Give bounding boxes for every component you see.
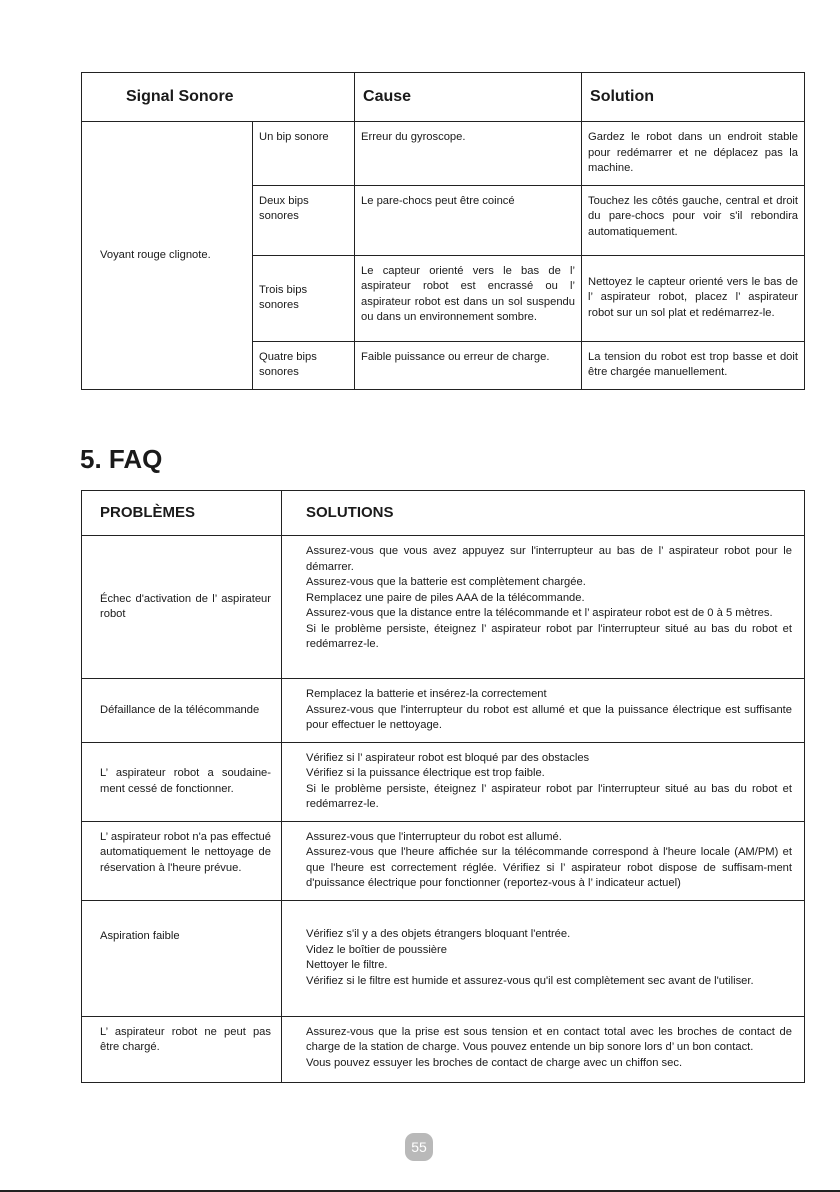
solution-line: Vous pouvez essuyer les broches de contact de charge avec un chiffon sec. [306,1056,683,1069]
solution-line: Vérifiez si l’ aspirateur robot est bloqué par des obstacles [306,751,590,764]
table-row [82,1016,805,1082]
signal-cell: Un bip sonore [253,122,355,186]
table-row [82,742,805,821]
solution-line: Vérifiez s'il y a des objets étrangers bloquant l'entrée. [306,928,571,940]
solution-line: Assurez-vous que l'interrupteur du robot est allumé et que la puissance électrique est suffisante pour effectuer le nettoyage. [306,703,792,731]
solution-cell: Touchez les côtés gauche, central et droit du pare-chocs pour voir s'il rebondira automatiquement. [582,185,805,255]
indicator-cell: Voyant rouge clignote. [82,122,253,390]
solution-line: Assurez-vous que l'interrupteur du robot est allumé. [306,830,562,843]
header-solution: Solution [582,73,805,122]
table-row [82,122,805,186]
solution-line: Nettoyer le filtre. [306,959,388,971]
faq-table [81,490,805,1083]
header-solutions: SOLUTIONS [282,491,805,536]
table-row [82,900,805,1016]
solution-line: Si le problème persiste, éteignez l’ aspirateur robot par l'interrupteur situé au bas du robot et redémarrez-le. [306,622,792,650]
cause-cell: Le capteur orienté vers le bas de l’ aspirateur robot est encrassé ou l’ aspirateur robot est dans un sol suspendu ou dans un environnement sombre. [355,255,582,341]
problem-cell: L’ aspirateur robot a soudaine-ment cessé de fonctionner. [82,742,282,821]
solutions-cell [282,1016,805,1082]
solution-line: Assurez-vous que la distance entre la télécommande et l’ aspirateur robot est de 0 à 5 mètres. [306,607,773,619]
problem-cell: Aspiration faible [82,900,282,1016]
cause-cell: Faible puissance ou erreur de charge. [355,341,582,389]
solutions-cell [282,900,805,1016]
solutions-cell [282,742,805,821]
faq-table-header [82,491,805,536]
solution-line: Assurez-vous que la prise est sous tension et en contact total avec les broches de contact de charge de la station de charge. Vous pouvez entende un bip sonore lors d’ un bon contact. [306,1025,792,1053]
signal-cell: Trois bips sonores [253,255,355,341]
solution-cell: La tension du robot est trop basse et doit être chargée manuellement. [582,341,805,389]
solution-line: Vérifiez si la puissance électrique est trop faible. [306,767,545,779]
solution-line: Videz le boîtier de poussière [306,943,447,956]
problem-cell: L’ aspirateur robot ne peut pas être chargé. [82,1016,282,1082]
solution-line: Vérifiez si le filtre est humide et assurez-vous qu'il est complètement sec avant de l'utiliser. [306,974,754,987]
signal-cell: Deux bips sonores [253,185,355,255]
solution-line: Remplacez une paire de piles AAA de la télécommande. [306,591,585,604]
solution-line: Assurez-vous que l'heure affichée sur la télécommande correspond à l'heure locale (AM/PM) et que l'heure est correctement réglée. Vérifiez si l’ aspirateur robot dispose de suffisam-ment d'puissance électrique pour fonctionner (reportez-vous à l’ indicateur actuel) [306,846,792,889]
signal-cell: Quatre bips sonores [253,341,355,389]
solution-line: Remplacez la batterie et insérez-la correctement [306,688,547,700]
solutions-cell [282,821,805,900]
header-problems: PROBLÈMES [82,491,282,536]
header-signal: Signal Sonore [82,73,355,122]
table-row [82,679,805,743]
table-row [82,821,805,900]
solution-cell: Gardez le robot dans un endroit stable pour redémarrer et ne déplacez pas la machine. [582,122,805,186]
cause-cell: Le pare-chocs peut être coincé [355,185,582,255]
cause-cell: Erreur du gyroscope. [355,122,582,186]
solution-cell: Nettoyez le capteur orienté vers le bas de l’ aspirateur robot, placez l’ aspirateur robot sur un sol plat et redémarrez-le. [582,255,805,341]
solution-line: Assurez-vous que la batterie est complètement chargée. [306,576,586,588]
page-number-badge: 55 [405,1133,433,1161]
problem-cell: L’ aspirateur robot n'a pas effectué automatiquement le nettoyage de réservation à l'heure prévue. [82,821,282,900]
problem-cell: Défaillance de la télécommande [82,679,282,743]
table-row [82,536,805,679]
solution-line: Assurez-vous que vous avez appuyez sur l'interrupteur au bas de l’ aspirateur robot pour le démarrer. [306,545,792,573]
solution-line: Si le problème persiste, éteignez l’ aspirateur robot par l'interrupteur situé au bas du robot et redémarrez-le. [306,782,792,810]
header-cause: Cause [355,73,582,122]
solutions-cell [282,536,805,679]
signal-table [81,72,805,390]
faq-heading: 5. FAQ [80,444,163,474]
solutions-cell [282,679,805,743]
signal-table-header [82,73,805,122]
problem-cell: Échec d'activation de l’ aspirateur robot [82,536,282,679]
